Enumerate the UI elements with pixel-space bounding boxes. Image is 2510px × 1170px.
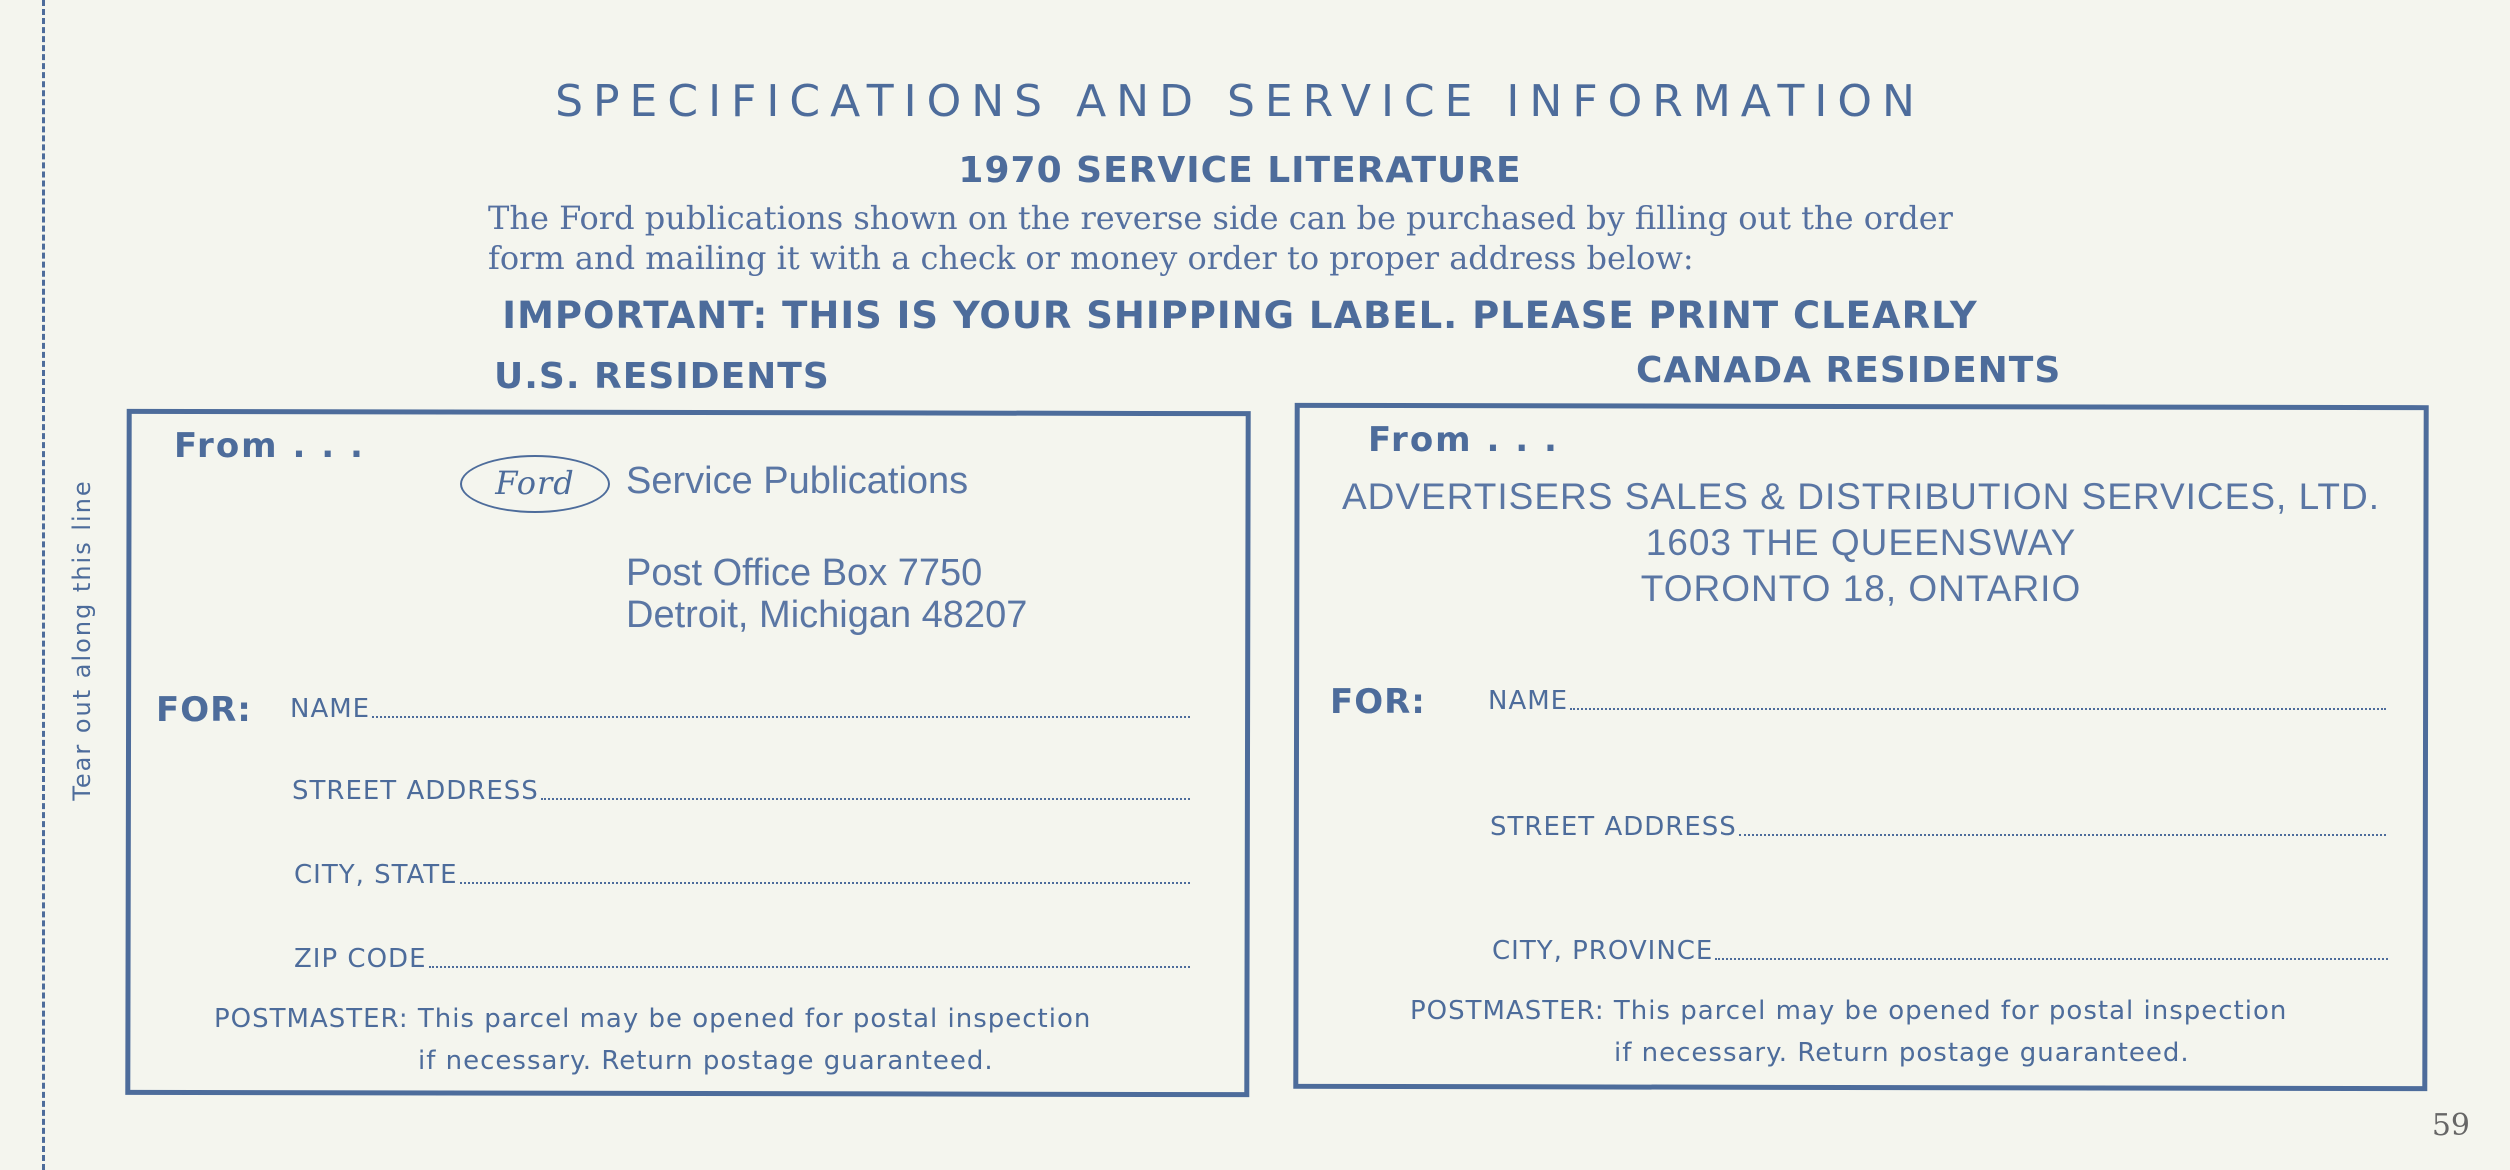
us-street-line[interactable] <box>541 798 1190 800</box>
canada-city-province-line[interactable] <box>1715 958 2388 960</box>
us-name-label: NAME <box>290 694 371 724</box>
canada-for-label: FOR: <box>1330 682 1426 722</box>
important-notice: IMPORTANT: THIS IS YOUR SHIPPING LABEL. PLEASE PRINT CLEARLY <box>502 294 1978 337</box>
us-zip-field[interactable] <box>294 944 1190 974</box>
us-address-line: Detroit, Michigan 48207 <box>626 594 1028 636</box>
us-street-label: STREET ADDRESS <box>292 776 539 806</box>
us-address <box>626 552 1027 636</box>
us-publisher: Service Publications <box>626 460 969 502</box>
us-zip-line[interactable] <box>429 966 1191 968</box>
canada-address-line: 1603 THE QUEENSWAY <box>1645 522 2077 563</box>
intro-text <box>488 198 2048 278</box>
canada-street-label: STREET ADDRESS <box>1490 812 1737 842</box>
canada-residents-heading: CANADA RESIDENTS <box>1636 350 2062 391</box>
page-title: SPECIFICATIONS AND SERVICE INFORMATION <box>555 76 1925 127</box>
us-for-label: FOR: <box>156 690 252 730</box>
us-postmaster-line: POSTMASTER: This parcel may be opened for postal inspection <box>214 1004 1092 1034</box>
canada-postmaster-line: POSTMASTER: This parcel may be opened for postal inspection <box>1410 996 2288 1026</box>
us-from-label: From . . . <box>174 426 365 466</box>
canada-city-province-field[interactable] <box>1492 936 2388 966</box>
canada-street-field[interactable] <box>1490 812 2386 842</box>
us-city-state-label: CITY, STATE <box>294 860 458 890</box>
page-subtitle: 1970 SERVICE LITERATURE <box>958 150 1522 191</box>
intro-line: The Ford publications shown on the reverse side can be purchased by filling out the order <box>488 199 1953 237</box>
page-number: 59 <box>2431 1108 2470 1143</box>
us-zip-label: ZIP CODE <box>294 944 427 974</box>
ford-logo-icon: Ford <box>460 455 610 513</box>
intro-line: form and mailing it with a check or money order to proper address below: <box>488 239 1694 277</box>
us-name-field[interactable] <box>290 694 1190 724</box>
us-city-state-line[interactable] <box>460 882 1190 884</box>
canada-name-line[interactable] <box>1570 708 2386 710</box>
us-postmaster-note <box>214 998 1091 1082</box>
tear-label: Tear out along this line <box>68 479 96 801</box>
us-postmaster-line: if necessary. Return postage guaranteed. <box>418 1046 994 1076</box>
us-name-line[interactable] <box>372 716 1190 718</box>
us-city-state-field[interactable] <box>294 860 1190 890</box>
canada-address-line: ADVERTISERS SALES & DISTRIBUTION SERVICES, LTD. <box>1341 476 2381 517</box>
canada-postmaster-line: if necessary. Return postage guaranteed. <box>1614 1038 2190 1068</box>
canada-address <box>1296 474 2426 612</box>
canada-city-province-label: CITY, PROVINCE <box>1492 936 1714 966</box>
canada-postmaster-note <box>1410 990 2287 1074</box>
canada-from-label: From . . . <box>1368 420 1559 460</box>
us-shipping-label <box>125 409 1250 1097</box>
us-address-line: Post Office Box 7750 <box>626 552 983 594</box>
canada-address-line: TORONTO 18, ONTARIO <box>1640 568 2082 609</box>
canada-name-label: NAME <box>1488 686 1569 716</box>
us-residents-heading: U.S. RESIDENTS <box>494 356 830 397</box>
us-street-field[interactable] <box>292 776 1190 806</box>
canada-street-line[interactable] <box>1739 834 2386 836</box>
canada-name-field[interactable] <box>1488 686 2386 716</box>
